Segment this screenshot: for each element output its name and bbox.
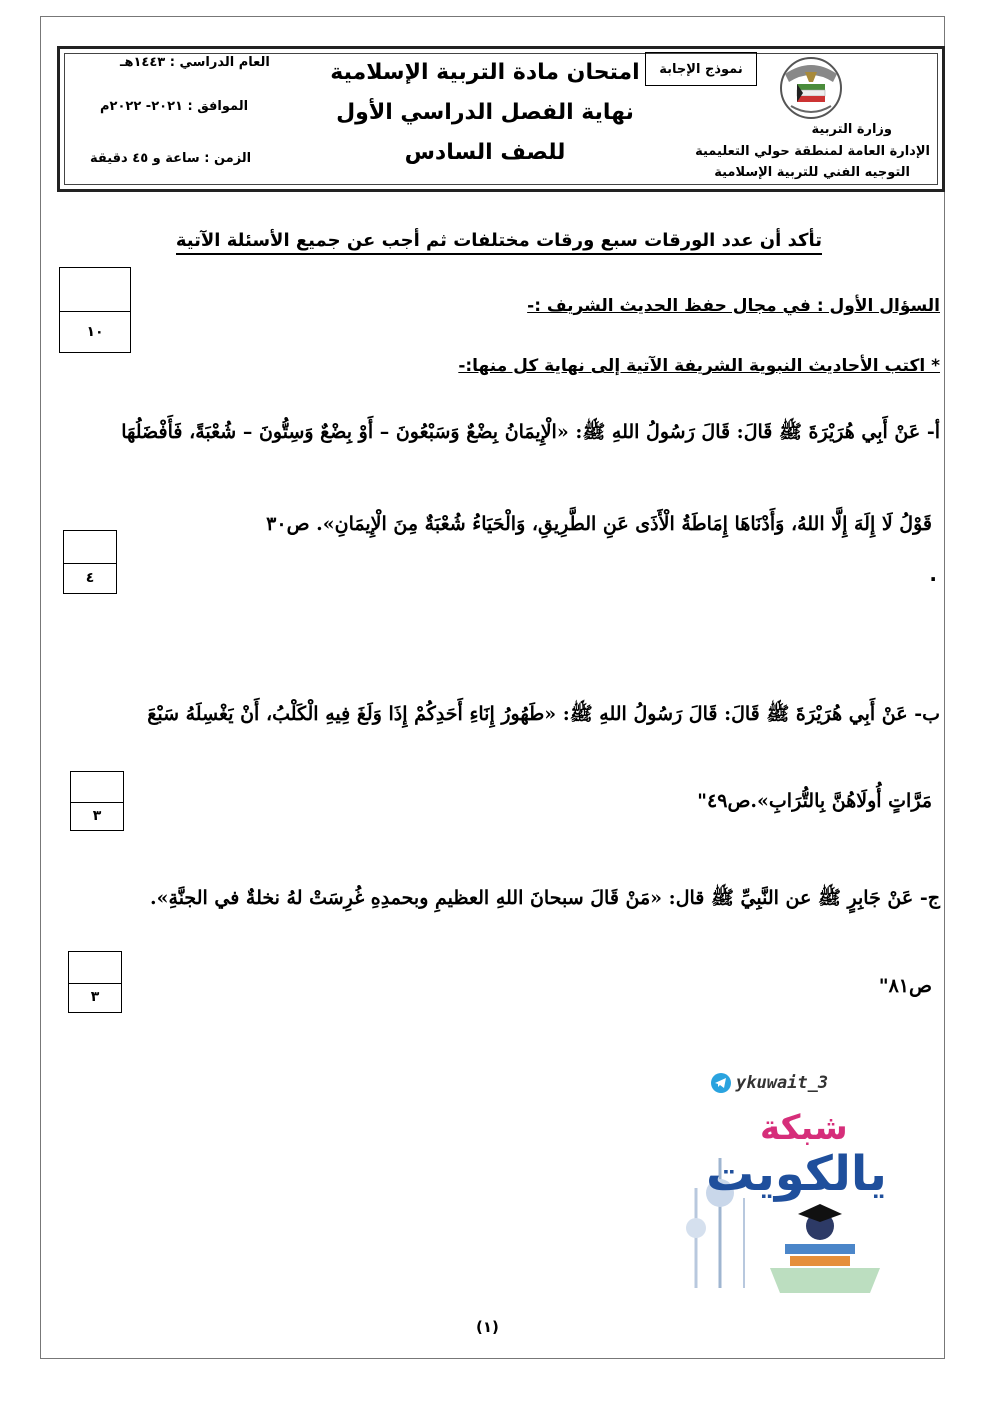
- exam-instruction: تأكد أن عدد الورقات سبع ورقات مختلفات ثم أجب عن جميع الأسئلة الآتية: [176, 230, 822, 255]
- hadith-b-score-box: [70, 771, 124, 831]
- hadith-b-line1: ب- عَنْ أَبِي هُرَيْرَةَ ﷺ قَالَ: قَالَ رَسُولُ اللهِ ﷺ: «طَهُورُ إِنَاءِ أَحَدِكُمْ إِذَا وَلَغَ فِيهِ الْكَلْبُ، أَنْ يَغْسِلَهُ سَبْعَ: [147, 703, 940, 725]
- q1-total-score-box: [59, 267, 131, 353]
- network-logo: [680, 1068, 900, 1298]
- exam-title-line1: امتحان مادة التربية الإسلامية: [330, 60, 640, 85]
- hadith-a-dot: .: [929, 562, 937, 586]
- hadith-a-line2: قَوْلُ لَا إِلَهَ إِلَّا اللهُ، وَأَدْنَاهَا إِمَاطَةُ الْأَذَى عَنِ الطَّرِيقِ، وَالْحَيَاءُ شُعْبَةٌ مِنَ الْإِيمَانِ». ص٣٠: [266, 513, 932, 535]
- telegram-handle: [710, 1072, 828, 1094]
- hadith-c-score-box: [68, 951, 122, 1013]
- ministry-name: وزارة التربية: [811, 122, 892, 137]
- directorate-name: الإدارة العامة لمنطقة حولي التعليمية: [695, 144, 930, 159]
- corresponding-year: الموافق : ٢٠٢١- ٢٠٢٢م: [100, 99, 249, 114]
- hadith-c-line1: ج- عَنْ جَابِرٍ ﷺ عن النَّبِيِّ ﷺ قال: «مَنْ قَالَ سبحانَ اللهِ العظيمِ وبحمدِهِ غُرِسَتْ لهُ نخلةٌ في الجنَّةِ».: [150, 887, 940, 909]
- hadith-b-line2: مَرَّاتٍ أُولَاهُنَّ بِالتُّرَابِ».ص٤٩": [697, 790, 932, 812]
- academic-year: العام الدراسي : ١٤٤٣هـ: [120, 55, 270, 70]
- brand-top-text: شبكة: [760, 1108, 848, 1148]
- answer-model-box: نموذج الإجابة: [645, 52, 757, 86]
- kuwait-emblem-icon: [775, 52, 847, 124]
- hadith-c-line2: ص٨١": [878, 975, 932, 997]
- supervision-name: التوجيه الفني للتربية الإسلامية: [714, 165, 910, 180]
- exam-duration: الزمن : ساعة و ٤٥ دقيقة: [90, 151, 252, 166]
- question1-title: السؤال الأول : في مجال حفظ الحديث الشريف :-: [527, 296, 940, 316]
- hadith-a-line1: أ- عَنْ أَبِي هُرَيْرَةَ ﷺ قَالَ: قَالَ رَسُولُ اللهِ ﷺ: «الْإِيمَانُ بِضْعٌ وَسَبْعُونَ – أَوْ بِضْعٌ وَسِتُّونَ – شُعْبَةً، فَأَفْضَلُهَا: [121, 421, 940, 443]
- telegram-icon: [710, 1072, 732, 1094]
- exam-title-line2: نهاية الفصل الدراسي الأول: [336, 100, 634, 125]
- hadith-a-score: ٤: [85, 570, 95, 586]
- question1-prompt: * اكتب الأحاديث النبوية الشريفة الآتية إلى نهاية كل منها:-: [458, 356, 940, 376]
- exam-title-line3: للصف السادس: [404, 140, 566, 165]
- hadith-c-score: ٣: [90, 989, 100, 1005]
- handle-text: ykuwait_3: [736, 1073, 829, 1093]
- brand-main-text: يالكويت: [706, 1146, 887, 1202]
- page-number: (١): [476, 1318, 499, 1336]
- q1-total-score: ١٠: [86, 324, 104, 340]
- hadith-a-score-box: [63, 530, 117, 594]
- hadith-b-score: ٣: [92, 808, 102, 824]
